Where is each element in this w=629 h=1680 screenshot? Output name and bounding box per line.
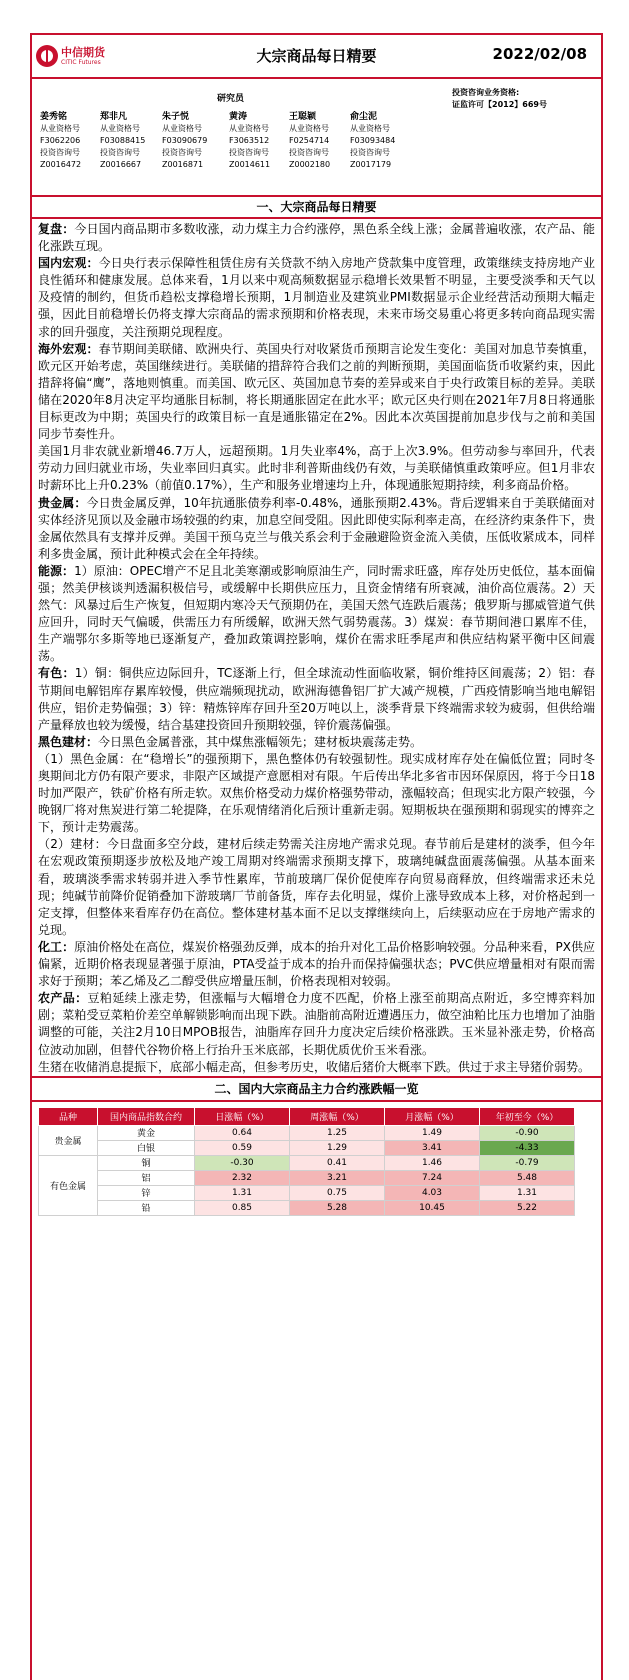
paragraph-text: （1）黑色金属：在“稳增长”的强预期下，黑色整体仍有较强韧性。现实成材库存处在偏低位置；同时冬奥期间北方仍有限产要求，非限产区域提产意愿相对有限。午后传出华北多省市因环保原因，将于今日18时加严限产，铁矿价格有所走软。双焦价格受动力煤价格强势带动，涨幅较高；但现实北方限产较强，今晚钢厂将对焦炭进行第二轮提降，在乐观情绪消化后预计重新走弱。短期板块在强预期和弱现实的博弈之下，预计走势震荡。	[38, 751, 595, 835]
paragraph-label: 能源：	[38, 563, 75, 578]
report-paragraph	[38, 563, 595, 666]
table-category: 有色金属	[39, 1155, 98, 1215]
table-value-week: 5.28	[290, 1200, 385, 1215]
analyst-block	[32, 79, 601, 197]
paragraph-text: 今日央行表示保障性租赁住房有关贷款不纳入房地产贷款集中度管理，政策继续支持房地产业良性循环和健康发展。总体来看，1月以来中观高频数据显示稳增长效果暂不明显，主要受淡季和天气以及疫情的制约，但货币趋松支撑稳增长预期，1月制造业及建筑业PMI数据显示企业经营活动预期大幅走强，因此目前稳增长仍将支撑大宗商品的需求预期和价格表现，未来市场交易重心将更多转向商品现实需求的回升强度，关注预期兑现程度。	[38, 256, 595, 339]
analyst-card	[229, 111, 293, 171]
table-commodity: 铝	[98, 1170, 195, 1185]
table-value-month: 7.24	[385, 1170, 480, 1185]
table-value-ytd: 5.48	[480, 1170, 575, 1185]
analyst-license-label: 从业资格号	[229, 124, 269, 133]
table-row	[39, 1155, 575, 1170]
analyst-card	[289, 111, 353, 171]
table-category: 贵金属	[39, 1125, 98, 1155]
table-value-month: 10.45	[385, 1200, 480, 1215]
analyst-label: 研究员	[217, 94, 245, 104]
analyst-license-label: 从业资格号	[350, 124, 390, 133]
table-value-ytd: -0.79	[480, 1155, 575, 1170]
analyst-name: 姜秀铭	[40, 112, 68, 122]
report-paragraph	[38, 1059, 595, 1076]
table-value-ytd: 1.31	[480, 1185, 575, 1200]
analyst-consult-label: 投资咨询号	[229, 148, 269, 157]
paragraph-label: 化工：	[38, 939, 75, 954]
report-paragraph	[38, 341, 595, 444]
analyst-license-label: 从业资格号	[162, 124, 202, 133]
table-value-day: 0.64	[195, 1125, 290, 1140]
cert-line2: 证监许可【2012】669号	[452, 100, 547, 109]
report-paragraph	[38, 443, 595, 494]
analyst-license-label: 从业资格号	[100, 124, 140, 133]
report-page	[30, 33, 603, 1680]
table-row	[39, 1185, 575, 1200]
table-value-month: 1.49	[385, 1125, 480, 1140]
table-commodity: 铅	[98, 1200, 195, 1215]
logo-en: CITIC Futures	[61, 58, 101, 66]
section1-content	[32, 219, 601, 1078]
report-paragraph	[38, 221, 595, 255]
analyst-consult-label: 投资咨询号	[100, 148, 140, 157]
table-row	[39, 1200, 575, 1215]
paragraph-text: 1）原油：OPEC增产不足且北美寒潮或影响原油生产，同时需求旺盛，库存处历史低位，基本面偏强；然美伊核谈判透漏积极信号，或缓解中长期供应压力，且资金情绪有所衰减，油价高位震荡。2）天然气：风暴过后生产恢复，但短期内寒冷天气预期仍在，美国天然气连跌后震荡；俄罗斯与挪威管道气供应回升，同时天气偏暖，供需压力有所缓解，欧洲天然气弱势震荡。3）煤炭：春节期间港口累库不佳，生产端鄂尔多斯等地已逐渐复产，叠加政策调控影响，煤价在需求旺季尾声和供应结构紧平衡中区间震荡。	[38, 563, 595, 664]
section1-title: 一、大宗商品每日精要	[32, 197, 601, 219]
cert-line1: 投资咨询业务资格:	[452, 88, 520, 97]
table-commodity: 黄金	[98, 1125, 195, 1140]
report-paragraph	[38, 734, 595, 751]
analyst-consult: Z0016472	[40, 160, 82, 169]
paragraph-text: （2）建材：今日盘面多空分歧，建材后续走势需关注房地产需求兑现。春节前后是建材的淡季，但今年在宏观政策预期逐步放松及地产竣工周期对终端需求预期支撑下，玻璃纯碱盘面震荡偏强。从基本面来看，玻璃淡季需求转弱并进入季节性累库，节前玻璃厂保价促使库存向贸易商释放，但终端需求还未兑现；纯碱节前降价促销叠加下游玻璃厂节前备货，库存去化明显，煤价上涨导致成本上移，对价格起到一定支撑，但整体来看库存仍在高位。整体建材基本面不足以支撑继续向上，后续驱动应在于房地产需求的兑现。	[38, 837, 595, 937]
analyst-consult: Z0017179	[350, 160, 392, 169]
analyst-name: 俞尘泥	[350, 112, 378, 122]
table-commodity: 锌	[98, 1185, 195, 1200]
paragraph-text: 1）铜：铜供应边际回升，TC逐渐上行，但全球流动性面临收紧，铜价维持区间震荡；2）铝：春节期间电解铝库存累库较慢，供应端频现扰动，欧洲海德鲁铝厂扩大减产规模，广西疫情影响当地电解铝供应，铝价走势偏强；3）锌：精炼锌库存回升至20万吨以上，淡季背景下终端需求较为疲弱，但供给端产量释放也较为缓慢，结合基建投资回升预期较强，锌价震荡偏强。	[38, 666, 595, 732]
paragraph-text: 豆粕延续上涨走势，但涨幅与大幅增仓力度不匹配，价格上涨至前期高点附近，多空博弈料加剧；菜粕受豆菜粕价差空单解锁影响而出现下跌。油脂前高附近遭遇压力，做空油粕比压力也增加了油脂调整的可能，关注2月10日MPOB报告，油脂库存回升力度决定后续价格涨跌。玉米显补涨走势，价格高位波动加剧，但替代谷物价格上行抬升玉米底部，长期优质优价玉米看涨。	[38, 991, 595, 1057]
analyst-license-label: 从业资格号	[40, 124, 80, 133]
table-value-month: 3.41	[385, 1140, 480, 1155]
paragraph-label: 国内宏观：	[38, 256, 99, 271]
table-column-header: 周涨幅（%）	[290, 1107, 385, 1125]
report-paragraph	[38, 836, 595, 939]
table-row	[39, 1170, 575, 1185]
analyst-consult-label: 投资咨询号	[162, 148, 202, 157]
table-value-week: 1.29	[290, 1140, 385, 1155]
analyst-consult-label: 投资咨询号	[289, 148, 329, 157]
analyst-name: 黄涛	[229, 112, 248, 122]
table-value-day: 1.31	[195, 1185, 290, 1200]
report-header	[32, 35, 601, 79]
analyst-card	[162, 111, 226, 171]
table-column-header: 日涨幅（%）	[195, 1107, 290, 1125]
paragraph-label: 有色：	[38, 666, 75, 681]
logo-cn: 中信期货	[61, 45, 105, 59]
paragraph-text: 美国1月非农就业新增46.7万人，远超预期。1月失业率4%，高于上次3.9%。但劳动参与率回升，代表劳动力回归就业市场，失业率回归真实。此时非利普斯曲线仍有效，与美联储慎重政策呼应。但1月非农时薪环比上升0.23%（前值0.17%），生产和服务业增速均上升，体现通胀短期持续，利多商品价格。	[38, 444, 595, 493]
table-row	[39, 1140, 575, 1155]
report-title: 大宗商品每日精要	[256, 47, 377, 65]
analyst-name: 朱子悦	[162, 112, 190, 122]
report-paragraph	[38, 665, 595, 733]
table-value-day: 2.32	[195, 1170, 290, 1185]
table-value-week: 0.41	[290, 1155, 385, 1170]
analyst-license: F03088415	[100, 136, 146, 145]
paragraph-text: 今日国内商品期市多数收涨，动力煤主力合约涨停，黑色系全线上涨；金属普遍收涨，农产品、能化涨跌互现。	[38, 222, 595, 254]
table-commodity: 铜	[98, 1155, 195, 1170]
certification	[452, 87, 547, 111]
analyst-name: 郑非凡	[100, 112, 128, 122]
paragraph-text: 生猪在收储消息提振下，底部小幅走高，但参考历史，收储后猪价大概率下跌。供过于求主导猪价弱势。	[38, 1059, 591, 1074]
analyst-consult-label: 投资咨询号	[350, 148, 390, 157]
analyst-license: F03093484	[350, 136, 396, 145]
analyst-consult: Z0016667	[100, 160, 142, 169]
paragraph-label: 复盘：	[38, 222, 75, 236]
table-column-header: 品种	[39, 1107, 98, 1125]
analyst-license-label: 从业资格号	[289, 124, 329, 133]
table-column-header: 年初至今（%）	[480, 1107, 575, 1125]
analyst-consult: Z0016871	[162, 160, 204, 169]
table-value-day: -0.30	[195, 1155, 290, 1170]
table-value-ytd: 5.22	[480, 1200, 575, 1215]
analyst-license: F03090679	[162, 136, 208, 145]
table-column-header: 月涨幅（%）	[385, 1107, 480, 1125]
report-paragraph	[38, 495, 595, 563]
table-commodity: 白银	[98, 1140, 195, 1155]
paragraph-label: 黑色建材：	[38, 734, 99, 749]
analyst-consult: Z0002180	[289, 160, 331, 169]
paragraph-label: 海外宏观：	[38, 341, 99, 356]
table-value-ytd: -0.90	[480, 1125, 575, 1140]
table-row	[39, 1125, 575, 1140]
analyst-license: F0254714	[289, 136, 330, 145]
table-value-day: 0.85	[195, 1200, 290, 1215]
paragraph-label: 农产品：	[38, 991, 88, 1006]
table-value-day: 0.59	[195, 1140, 290, 1155]
report-paragraph	[38, 990, 595, 1058]
paragraph-text: 春节期间美联储、欧洲央行、英国央行对收紧货币预期言论发生变化：美国对加息节奏慎重，欧元区开始考虑，英国继续进行。美联储的措辞符合我们之前的判断预期，美国面临货币收紧约束，因此措辞将偏“鹰”，落地则慎重。而美国、欧元区、英国加息节奏的差异或来自于央行政策目标的差异。美联储在2020年8月决定平均通胀目标制，将长期通胀固定在此水平；欧元区央行则在2021年7月8日将通胀目标更改为中期；英国央行的政策目标一直是通胀锚定在2%。因此本次英国提前加息步伐与之前和美国同步节奏性升。	[38, 341, 595, 442]
table-value-month: 4.03	[385, 1185, 480, 1200]
table-value-week: 1.25	[290, 1125, 385, 1140]
table-column-header: 国内商品指数合约	[98, 1107, 195, 1125]
table-value-week: 0.75	[290, 1185, 385, 1200]
analyst-license: F3063512	[229, 136, 270, 145]
table-value-ytd: -4.33	[480, 1140, 575, 1155]
section2-title: 二、国内大宗商品主力合约涨跌幅一览	[32, 1078, 601, 1102]
analyst-consult: Z0014611	[229, 160, 271, 169]
analyst-consult-label: 投资咨询号	[40, 148, 80, 157]
price-change-table	[38, 1107, 575, 1216]
report-date: 2022/02/08	[492, 45, 587, 63]
paragraph-text: 今日贵金属反弹，10年抗通胀债券利率-0.48%，通胀预期2.43%。背后逻辑来自于美联储面对实体经济见顶以及金融市场较强的约束，加息空间受阻。因此即使实际利率走高，在经济约束条件下，贵金属依然具有支撑并反弹。美国干预乌克兰与俄关系会利于金融避险资金流入美债，压低收紧成本，同样利多贵金属，预计此种模式会在全年持续。	[38, 495, 595, 561]
paragraph-label: 贵金属：	[38, 495, 87, 510]
report-paragraph	[38, 255, 595, 340]
report-paragraph	[38, 939, 595, 990]
paragraph-text: 原油价格处在高位，煤炭价格强劲反弹，成本的抬升对化工品价格影响较强。分品种来看，PX供应偏紧，近期价格表现显著强于原油，PTA受益于成本的抬升而保持偏强状态；PVC供应增量相对有限而需求好于预期；苯乙烯及乙二醇受供应增量压制，价格表现相对较弱。	[38, 939, 595, 989]
report-paragraph	[38, 751, 595, 836]
analyst-card	[100, 111, 164, 171]
table-value-month: 1.46	[385, 1155, 480, 1170]
analyst-license: F3062206	[40, 136, 81, 145]
analyst-name: 王聪颖	[289, 112, 317, 122]
analyst-card	[40, 111, 104, 171]
analyst-card	[350, 111, 414, 171]
paragraph-text: 今日黑色金属普涨，其中煤焦涨幅领先；建材板块震荡走势。	[98, 734, 423, 749]
table-value-week: 3.21	[290, 1170, 385, 1185]
